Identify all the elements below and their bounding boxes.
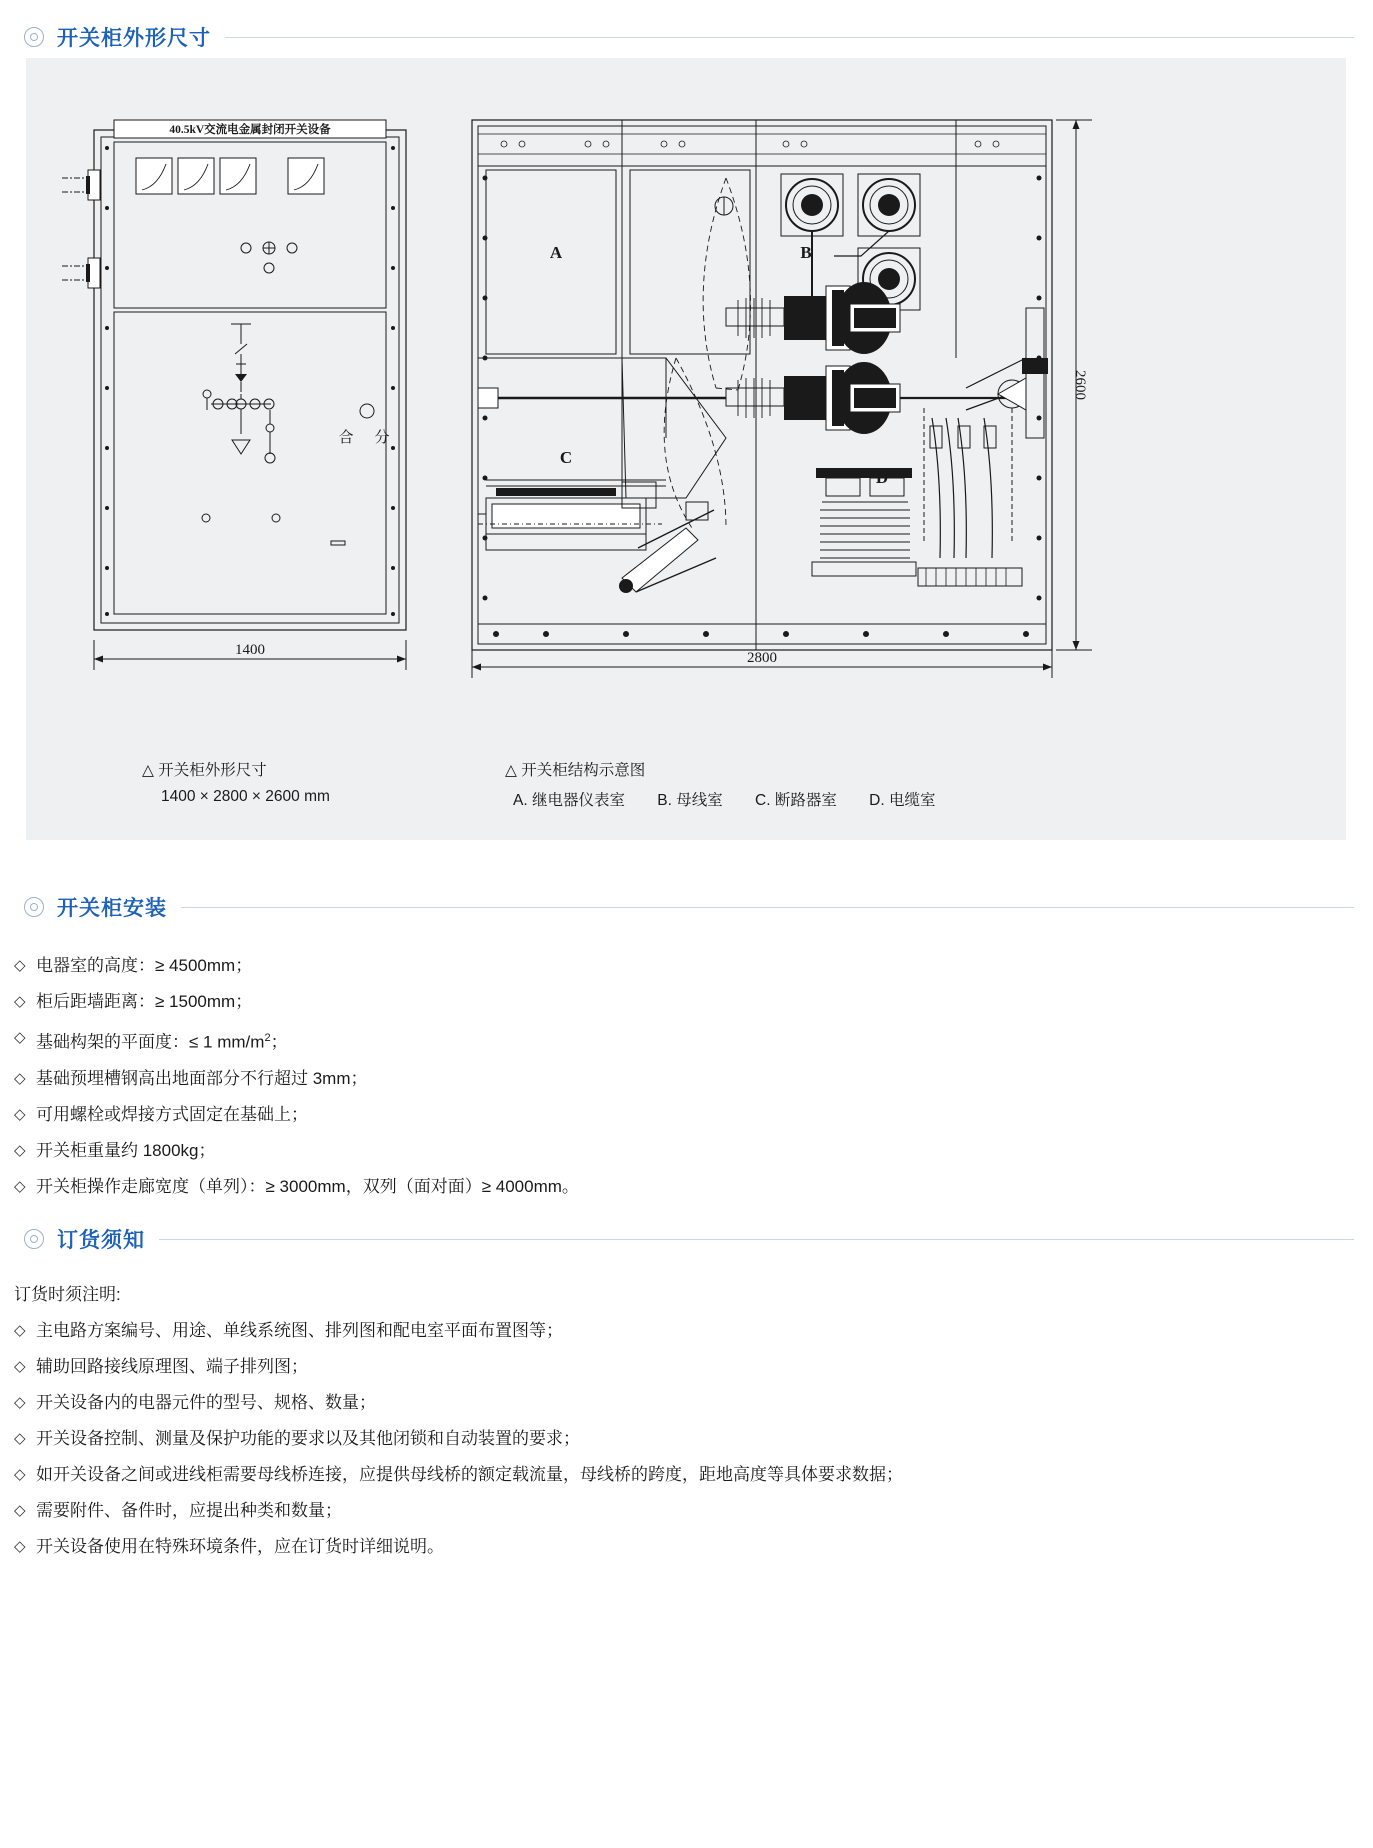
list-item-text <box>36 1020 288 1061</box>
list-item <box>14 1097 1344 1133</box>
diamond-icon: ◇ <box>14 1538 26 1555</box>
list-item-text: 开关设备控制、测量及保护功能的要求以及其他闭锁和自动装置的要求； <box>36 1429 580 1448</box>
list-item-text: 电器室的高度：≥ 4500mm； <box>36 956 253 975</box>
section-title-installation: 开关柜安装 <box>57 897 167 920</box>
diamond-icon: ◇ <box>14 957 26 974</box>
diamond-icon: ◇ <box>14 1502 26 1519</box>
list-item-text: 辅助回路接线原理图、端子排列图； <box>36 1357 308 1376</box>
list-item <box>14 1529 1344 1565</box>
list-item-text: 柜后距墙距离：≥ 1500mm； <box>36 992 253 1011</box>
diamond-icon: ◇ <box>14 1394 26 1411</box>
bullet-ring-icon <box>24 897 44 917</box>
bullet-ring-icon <box>24 27 44 47</box>
list-item-text-main: 基础构架的平面度：≤ 1 mm/m <box>36 1032 265 1052</box>
list-item-text-tail: ； <box>270 1032 288 1052</box>
label-close: 合 <box>338 429 354 446</box>
compartment-legend-b: B. 母线室 <box>657 792 723 809</box>
list-item-text: 开关设备内的电器元件的型号、规格、数量； <box>36 1393 376 1412</box>
list-item <box>14 984 1344 1020</box>
compartment-a: A <box>549 243 563 262</box>
list-item <box>14 1421 1344 1457</box>
installation-list <box>14 948 1344 1205</box>
ordering-list <box>14 1277 1344 1565</box>
compartment-b: B <box>800 243 812 262</box>
list-item <box>14 1457 1344 1493</box>
diamond-icon: ◇ <box>14 1358 26 1375</box>
heading-divider <box>159 1239 1354 1240</box>
caption-left-value: 1400 × 2800 × 2600 mm <box>161 788 330 805</box>
diamond-icon: ◇ <box>14 1466 26 1483</box>
list-item <box>14 1349 1344 1385</box>
list-item <box>14 948 1344 984</box>
compartment-c: C <box>559 448 573 467</box>
diamond-icon: ◇ <box>14 1105 26 1123</box>
diamond-icon: ◇ <box>14 1430 26 1447</box>
heading-divider <box>181 907 1354 908</box>
list-item <box>14 1313 1344 1349</box>
list-item <box>14 1020 1344 1061</box>
list-item-text: 需要附件、备件时，应提出种类和数量； <box>36 1501 342 1520</box>
dimension-depth: 2800 <box>747 650 777 666</box>
list-item-text: 如开关设备之间或进线柜需要母线桥连接，应提供母线桥的额定载流量，母线桥的跨度，距地高度等具体要求数据； <box>36 1465 903 1484</box>
list-item <box>14 1385 1344 1421</box>
caption-right-items <box>513 788 935 810</box>
superscript: 2 <box>264 1032 271 1044</box>
switchgear-svg <box>26 58 1346 758</box>
diamond-icon: ◇ <box>14 1029 26 1046</box>
diamond-icon: ◇ <box>14 1141 26 1159</box>
compartment-legend-c: C. 断路器室 <box>755 792 837 809</box>
heading-divider <box>225 37 1354 38</box>
caption-right-title: △ 开关柜结构示意图 <box>505 762 646 779</box>
list-item <box>14 1169 1344 1205</box>
list-item <box>14 1061 1344 1097</box>
list-item-text: 开关柜重量约 1800kg； <box>36 1140 216 1160</box>
caption-left-title: △ 开关柜外形尺寸 <box>142 762 267 779</box>
switchgear-drawing <box>26 58 1346 758</box>
bullet-ring-icon <box>24 1229 44 1249</box>
diamond-icon: ◇ <box>14 1322 26 1339</box>
list-item-text: 可用螺栓或焊接方式固定在基础上； <box>36 1104 308 1124</box>
compartment-legend-a: A. 继电器仪表室 <box>513 792 625 809</box>
list-item-text: 主电路方案编号、用途、单线系统图、排列图和配电室平面布置图等； <box>36 1321 563 1340</box>
figure-panel <box>26 58 1346 840</box>
ordering-intro: 订货时须注明: <box>14 1285 121 1304</box>
diamond-icon: ◇ <box>14 993 26 1010</box>
list-item-text: 开关柜操作走廊宽度（单列）：≥ 3000mm，双列（面对面）≥ 4000mm。 <box>36 1176 579 1196</box>
diamond-icon: ◇ <box>14 1177 26 1195</box>
list-item-text: 基础预埋槽钢高出地面部分不行超过 3mm； <box>36 1068 368 1088</box>
dimension-width: 1400 <box>235 642 265 658</box>
dimension-height: 2600 <box>1072 370 1088 400</box>
section-title-dimensions: 开关柜外形尺寸 <box>57 27 211 50</box>
compartment-legend-d: D. 电缆室 <box>869 792 936 809</box>
section-title-ordering: 订货须知 <box>57 1229 145 1252</box>
section-heading-installation <box>14 890 1354 924</box>
list-item <box>14 1133 1344 1169</box>
list-item <box>14 1493 1344 1529</box>
diamond-icon: ◇ <box>14 1069 26 1087</box>
label-open: 分 <box>374 429 390 446</box>
section-heading-ordering <box>14 1222 1354 1256</box>
cabinet-model-label: 40.5kV交流电金属封闭开关设备 <box>169 124 331 136</box>
section-heading-dimensions <box>14 20 1354 54</box>
list-item-text: 开关设备使用在特殊环境条件，应在订货时详细说明。 <box>36 1537 444 1556</box>
